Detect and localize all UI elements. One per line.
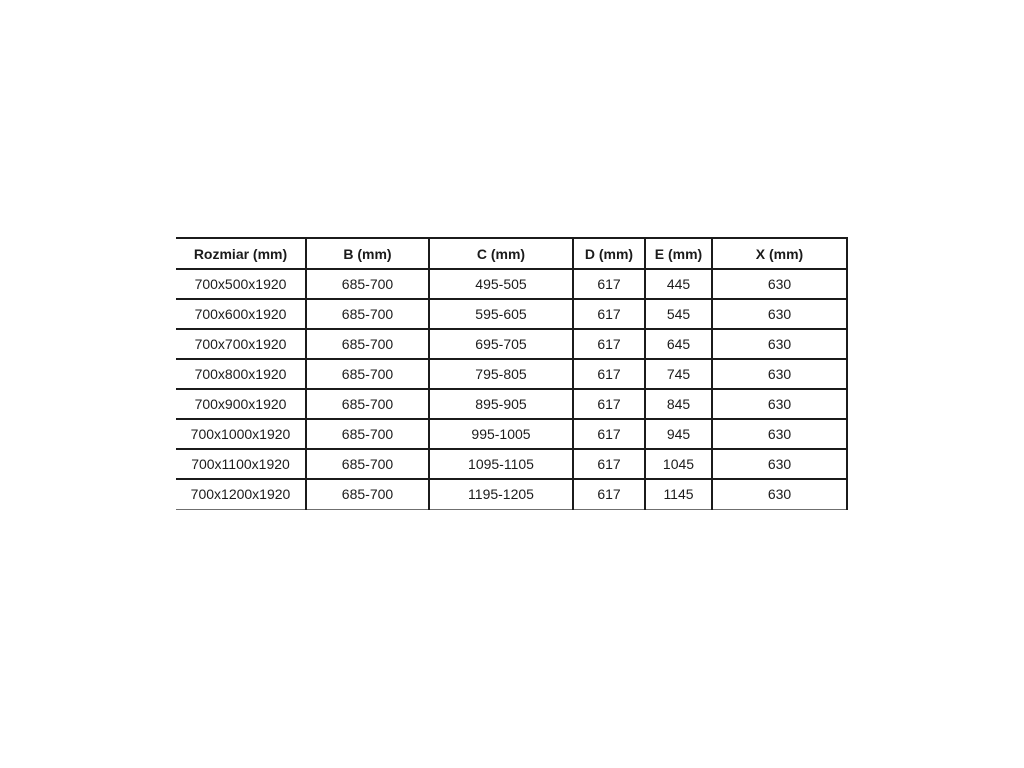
table-cell: 630: [712, 329, 847, 359]
table-cell: 630: [712, 269, 847, 299]
table-cell: 685-700: [306, 419, 429, 449]
column-header-e: E (mm): [645, 238, 712, 269]
table-cell: 617: [573, 329, 645, 359]
table-cell: 645: [645, 329, 712, 359]
table-cell: 795-805: [429, 359, 573, 389]
table-cell: 545: [645, 299, 712, 329]
column-header-rozmiar: Rozmiar (mm): [176, 238, 306, 269]
table-header-row: [176, 238, 847, 269]
table-cell: 700x700x1920: [176, 329, 306, 359]
table-cell: 685-700: [306, 449, 429, 479]
table-cell: 945: [645, 419, 712, 449]
table-cell: 630: [712, 449, 847, 479]
table-cell: 995-1005: [429, 419, 573, 449]
table-cell: 630: [712, 479, 847, 509]
table-cell: 700x800x1920: [176, 359, 306, 389]
table-cell: 630: [712, 299, 847, 329]
table-cell: 685-700: [306, 359, 429, 389]
table-row: [176, 449, 847, 479]
table-cell: 745: [645, 359, 712, 389]
table-cell: 700x1200x1920: [176, 479, 306, 509]
table-cell: 700x900x1920: [176, 389, 306, 419]
table-row: [176, 479, 847, 509]
table-cell: 617: [573, 359, 645, 389]
table-row: [176, 269, 847, 299]
table-cell: 495-505: [429, 269, 573, 299]
table-cell: 700x600x1920: [176, 299, 306, 329]
table-cell: 695-705: [429, 329, 573, 359]
table-row: [176, 359, 847, 389]
table-cell: 617: [573, 299, 645, 329]
table-cell: 1145: [645, 479, 712, 509]
column-header-c: C (mm): [429, 238, 573, 269]
table-cell: 630: [712, 419, 847, 449]
column-header-x: X (mm): [712, 238, 847, 269]
table-cell: 700x500x1920: [176, 269, 306, 299]
table-cell: 685-700: [306, 269, 429, 299]
table-cell: 845: [645, 389, 712, 419]
table-cell: 617: [573, 419, 645, 449]
table-cell: 685-700: [306, 329, 429, 359]
table-row: [176, 299, 847, 329]
table-cell: 685-700: [306, 389, 429, 419]
size-table: [176, 237, 848, 510]
table-cell: 630: [712, 389, 847, 419]
column-header-d: D (mm): [573, 238, 645, 269]
table-cell: 617: [573, 479, 645, 509]
table-cell: 630: [712, 359, 847, 389]
table-cell: 595-605: [429, 299, 573, 329]
table-row: [176, 419, 847, 449]
table-header: [176, 238, 847, 269]
table-cell: 445: [645, 269, 712, 299]
table-row: [176, 329, 847, 359]
size-table-container: [176, 237, 848, 510]
column-header-b: B (mm): [306, 238, 429, 269]
table-cell: 1095-1105: [429, 449, 573, 479]
table-cell: 1195-1205: [429, 479, 573, 509]
table-cell: 895-905: [429, 389, 573, 419]
table-cell: 617: [573, 269, 645, 299]
table-cell: 700x1000x1920: [176, 419, 306, 449]
table-cell: 1045: [645, 449, 712, 479]
table-cell: 700x1100x1920: [176, 449, 306, 479]
table-row: [176, 389, 847, 419]
table-body: [176, 269, 847, 509]
table-cell: 685-700: [306, 299, 429, 329]
table-cell: 685-700: [306, 479, 429, 509]
table-cell: 617: [573, 449, 645, 479]
table-cell: 617: [573, 389, 645, 419]
